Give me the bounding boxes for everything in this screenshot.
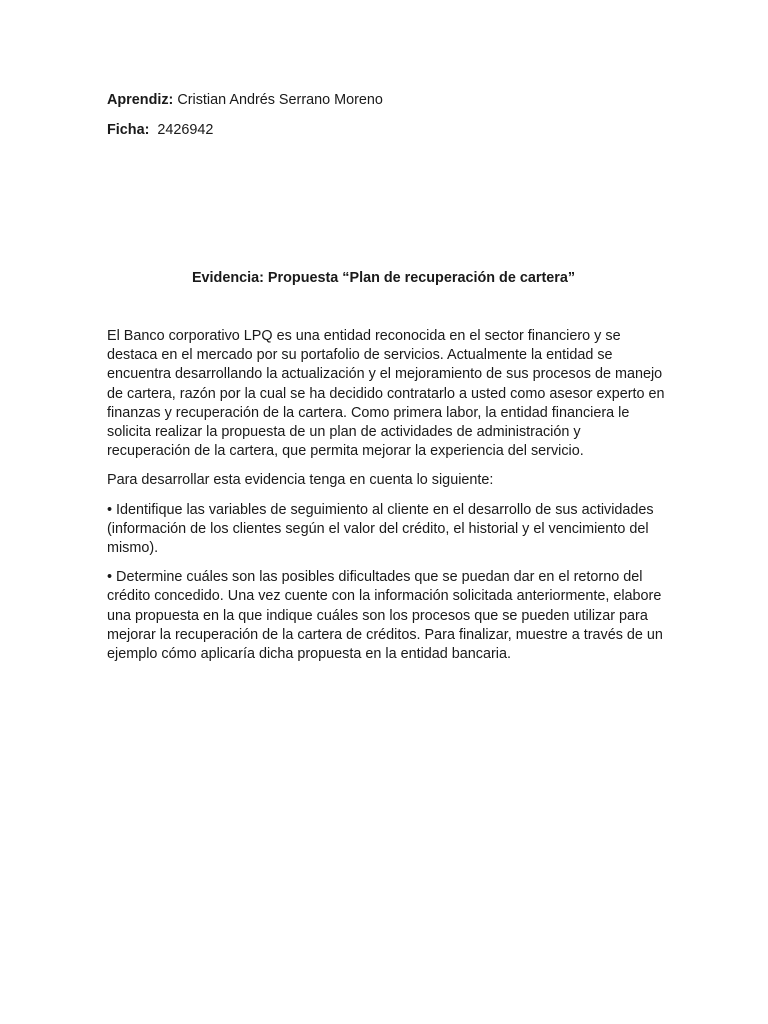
aprendiz-line (107, 91, 383, 109)
bullet-text: Identifique las variables de seguimiento al cliente en el desarrollo de sus actividades (información de los clientes según el valor del crédito, el historial y el vencimiento del mismo). (107, 501, 654, 557)
document-body (107, 327, 667, 674)
bullet-item-2 (107, 568, 667, 664)
aprendiz-label: Aprendiz: (107, 92, 174, 108)
bullet-item-1 (107, 501, 667, 559)
bullet-text: Determine cuáles son las posibles dificultades que se puedan dar en el retorno del crédito concedido. Una vez cuente con la información solicitada anteriormente, elabore una propuesta en la que indique cuáles son los procesos que se pueden utilizar para mejorar la recuperación de la cartera de créditos. Para finalizar, muestre a través de un ejemplo cómo aplicaría dicha propuesta en la entidad bancaria. (107, 569, 663, 663)
intro-paragraph: El Banco corporativo LPQ es una entidad reconocida en el sector financiero y se destaca en el mercado por su portafolio de servicios. Actualmente la entidad se encuentra desarrollando la actualización y el mejoramiento de sus procesos de manejo de cartera, razón por la cual se ha decidido contratarlo a usted como asesor experto en finanzas y recuperación de la cartera. Como primera labor, la entidad financiera le solicita realizar la propuesta de un plan de actividades de administración y recuperación de la cartera, que permita mejorar la experiencia del servicio. (107, 328, 665, 460)
aprendiz-name: Cristian Andrés Serrano Moreno (177, 92, 383, 108)
ficha-line (107, 121, 213, 139)
bullet-icon: • (107, 569, 113, 586)
ficha-number: 2426942 (157, 122, 214, 138)
bullet-icon: • (107, 501, 113, 518)
document-title: Evidencia: Propuesta “Plan de recuperación de cartera” (191, 270, 576, 286)
ficha-label: Ficha: (107, 122, 150, 138)
instructions-paragraph: Para desarrollar esta evidencia tenga en cuenta lo siguiente: (107, 472, 494, 489)
